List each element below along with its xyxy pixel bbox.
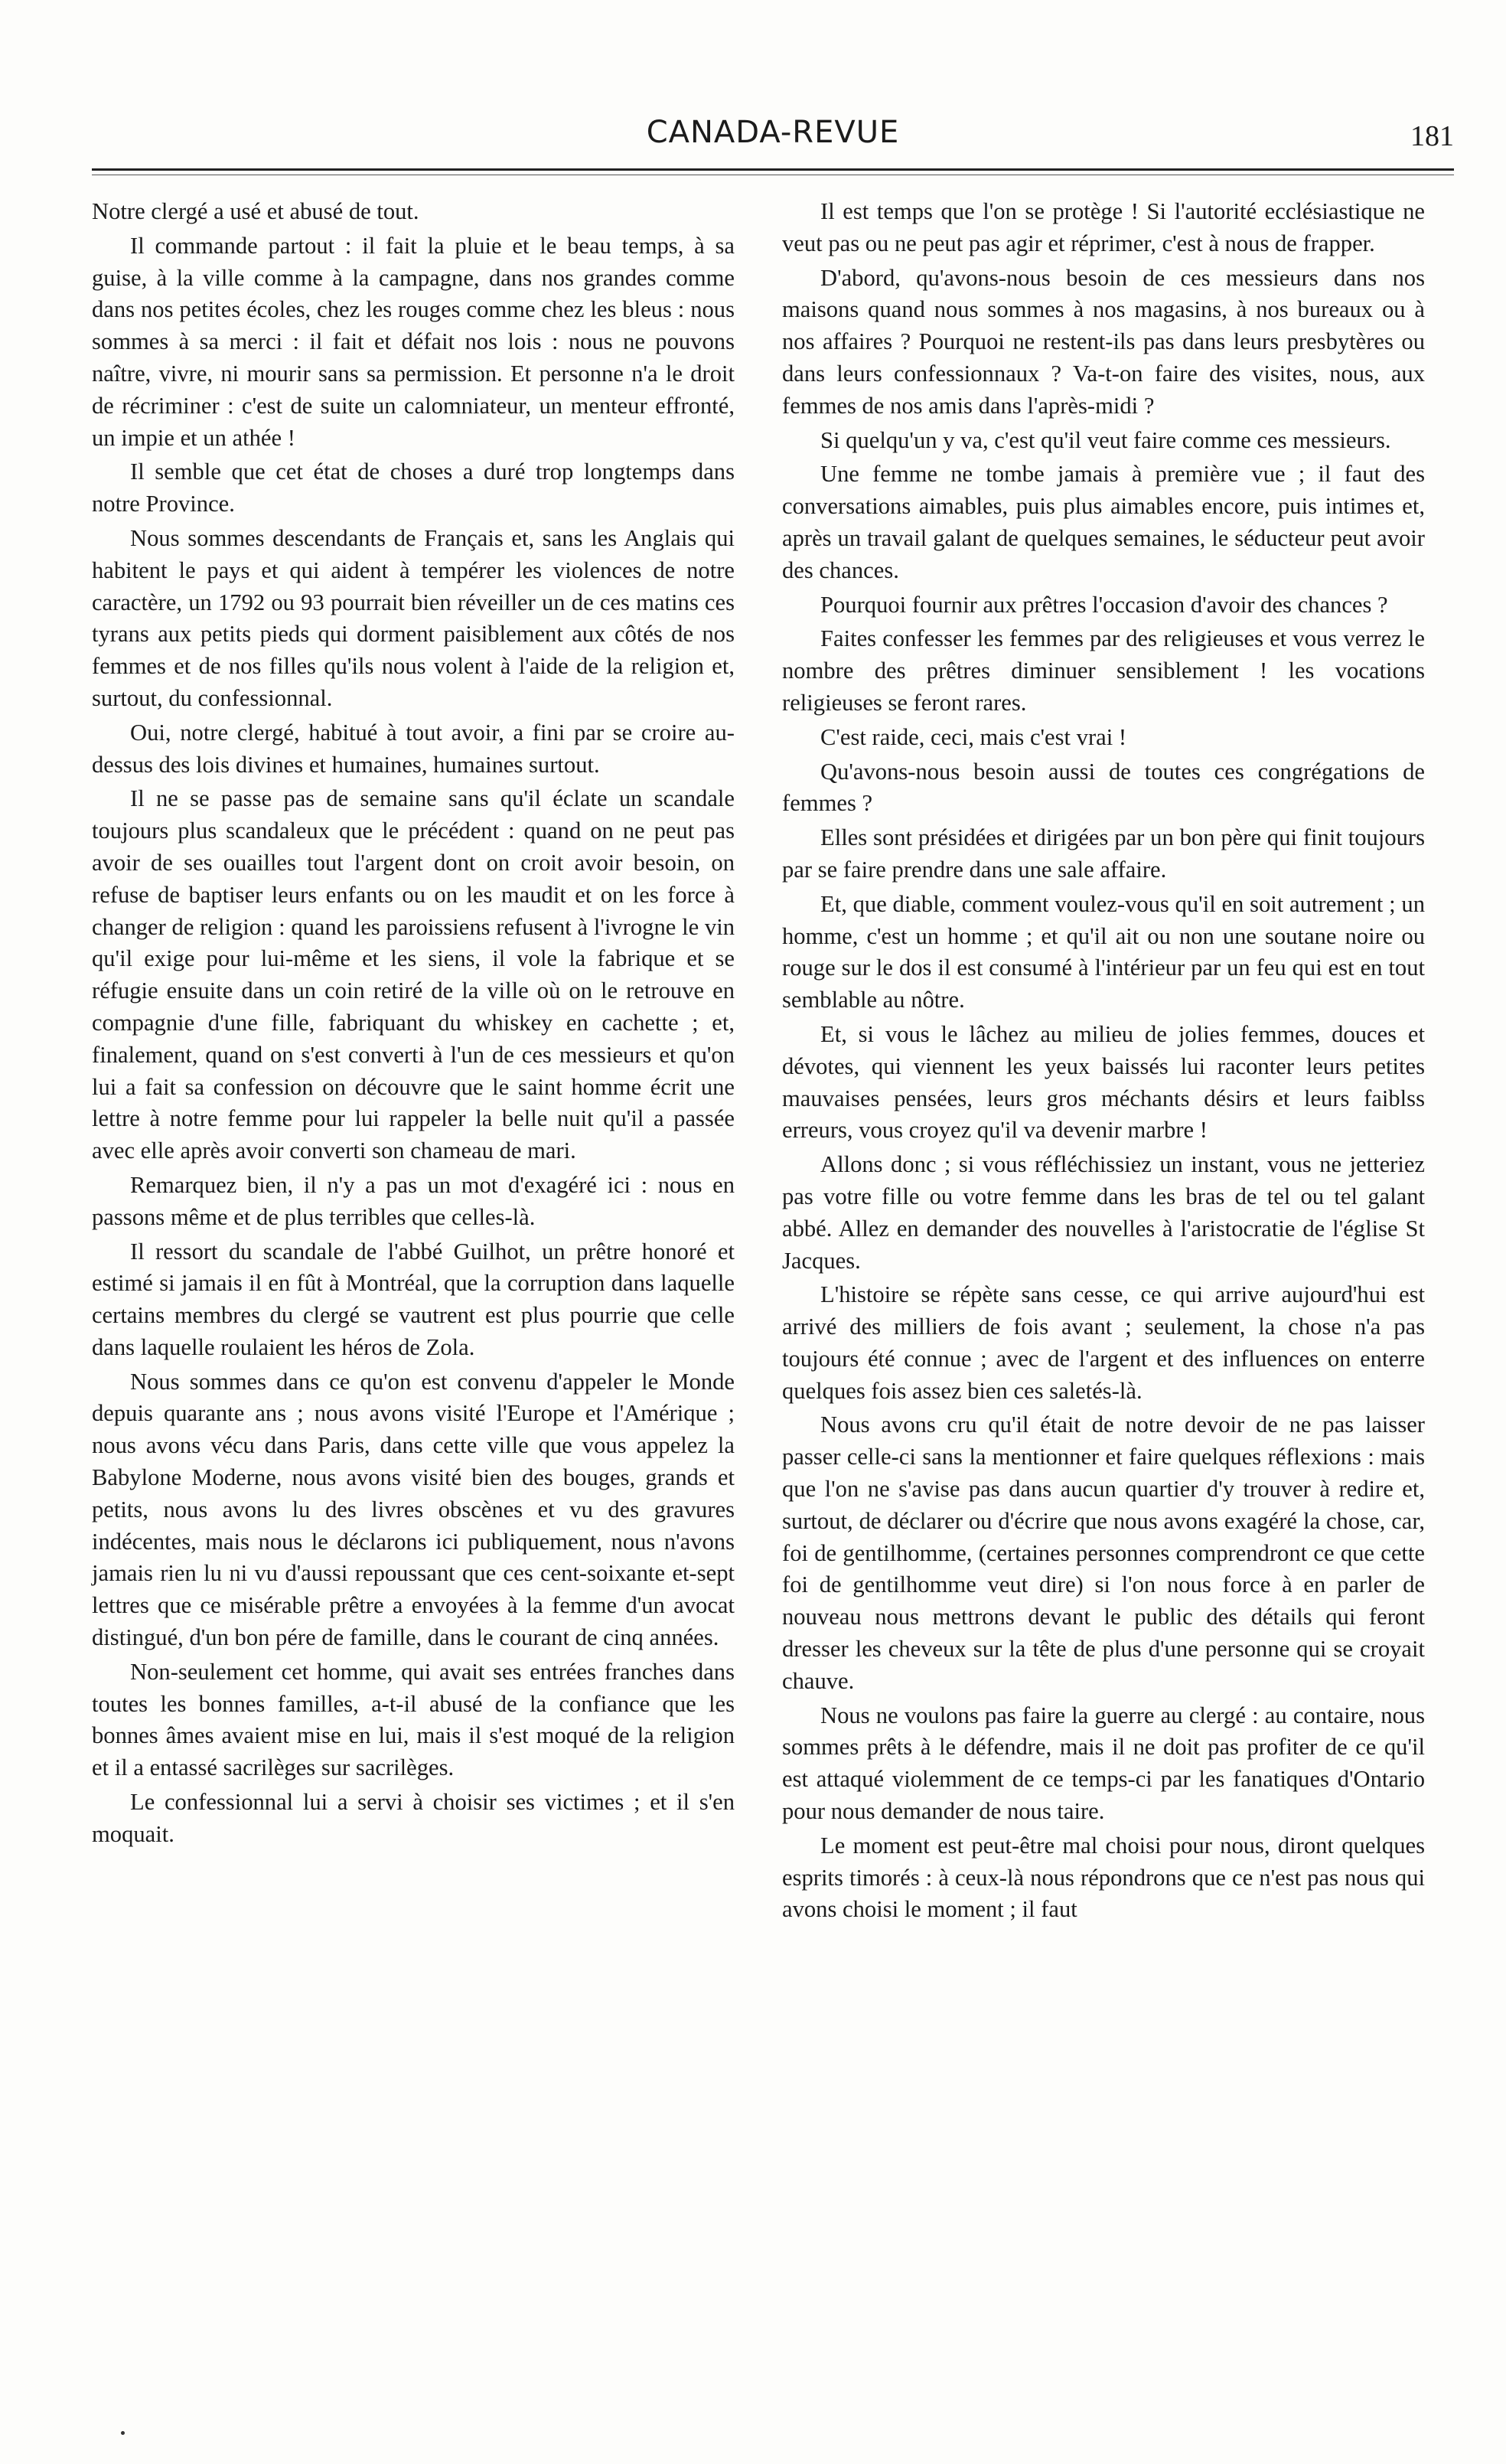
- paragraph: Notre clergé a usé et abusé de tout.: [92, 198, 419, 224]
- paragraph: Nous ne voulons pas faire la guerre au clergé : au contaire, nous sommes prêts à le défendre, mais il ne doit pas profiter de ce qu'il est attaqué violemment de ce temps-ci par les fanatiques d'Ontario pour nous demander de nous taire.: [782, 1702, 1425, 1825]
- paragraph: Nous avons cru qu'il était de notre devoir de ne pas laisser passer celle-ci sans la mentionner et faire quelques réflexions : mais que l'on ne s'avise pas dans aucun quartier d'y trouver à redire et, surtout, de déclarer ou d'écrire que nous avons exagéré la chose, car, foi de gentilhomme, (certaines personnes comprendront ce que cette foi de gentilhomme veut dire) si l'on nous force à en parler de nouveau nous mettrons devant le public des détails qui feront dresser les cheveux sur la tête de plus d'une personne qui se croyait chauve.: [782, 1411, 1425, 1694]
- paragraph: Le confessionnal lui a servi à choisir ses victimes ; et il s'en moquait.: [92, 1789, 735, 1847]
- paragraph: Il semble que cet état de choses a duré trop longtemps dans notre Province.: [92, 459, 735, 517]
- paragraph: Une femme ne tombe jamais à première vue ; il faut des conversations aimables, puis plus aimables encore, puis intimes et, après un travail galant de quelques semaines, le séducteur peut avoir des chances.: [782, 461, 1425, 583]
- paragraph: Elles sont présidées et dirigées par un bon père qui finit toujours par se faire prendre dans une sale affaire.: [782, 824, 1425, 883]
- paragraph: Le moment est peut-être mal choisi pour nous, diront quelques esprits timorés : à ceux-là nous répondrons que ce n'est pas nous qui avons choisi le moment ; il faut: [782, 1832, 1425, 1923]
- paragraph: Il commande partout : il fait la pluie et le beau temps, à sa guise, à la ville comme à la campagne, dans nos grandes comme dans nos petites écoles, chez les rouges comme chez les bleus : nous sommes à sa merci : il fait et défait nos lois : nous ne pouvons naître, vivre, ni mourir sans sa permission. Et personne n'a le droit de récriminer : c'est de suite un calomniateur, un menteur effronté, un impie et un athée !: [92, 232, 735, 451]
- ink-speck: [121, 2431, 125, 2435]
- paragraph: C'est raide, ceci, mais c'est vrai !: [820, 723, 1127, 750]
- page-number: 181: [1410, 120, 1454, 152]
- paragraph: L'histoire se répète sans cesse, ce qui arrive aujourd'hui est arrivé des milliers de fois avant ; seulement, la chose n'a pas toujours été connue ; avec de l'argent et des influences on enterre quelques fois assez bien ces saletés-là.: [782, 1281, 1425, 1404]
- paragraph: Faites confesser les femmes par des religieuses et vous verrez le nombre des prêtres diminuer sensiblement ! les vocations religieuses se feront rares.: [782, 625, 1425, 716]
- paragraph: Il est temps que l'on se protège ! Si l'autorité ecclésiastique ne veut pas ou ne peut pas agir et réprimer, c'est à nous de frapper.: [782, 198, 1425, 256]
- paragraph: Allons donc ; si vous réfléchissiez un instant, vous ne jetteriez pas votre fille ou votre femme dans les bras de tel ou tel galant abbé. Allez en demander des nouvelles à l'aristocratie de l'église St Jacques.: [782, 1151, 1425, 1274]
- left-column: [92, 196, 735, 1853]
- journal-title: CANADA-REVUE: [646, 115, 900, 150]
- paragraph: Pourquoi fournir aux prêtres l'occasion d'avoir des chances ?: [820, 591, 1388, 618]
- paragraph: Nous sommes descendants de Français et, sans les Anglais qui habitent le pays et qui aident à tempérer les violences de notre caractère, un 1792 ou 93 pourrait bien réveiller un de ces matins ces tyrans aux petits pieds qui dorment paisiblement aux côtés de nos femmes et de nos filles qu'ils nous volent à l'aide de la religion et, surtout, du confessionnal.: [92, 524, 735, 711]
- header-rule: [92, 168, 1454, 171]
- paragraph: Non-seulement cet homme, qui avait ses entrées franches dans toutes les bonnes familles, a-t-il abusé de la confiance que les bonnes âmes avaient mise en lui, mais il s'est moqué de la religion et il a entassé sacrilèges sur sacrilèges.: [92, 1658, 735, 1781]
- paragraph: Oui, notre clergé, habitué à tout avoir, a fini par se croire au-dessus des lois divines et humaines, humaines surtout.: [92, 719, 735, 778]
- paragraph: Et, si vous le lâchez au milieu de jolies femmes, douces et dévotes, qui viennent les yeux baissés lui raconter leurs petites mauvaises pensées, leurs gros méchants désirs et leurs faiblss erreurs, vous croyez qu'il va devenir marbre !: [782, 1020, 1425, 1144]
- paragraph: Nous sommes dans ce qu'on est convenu d'appeler le Monde depuis quarante ans ; nous avons visité l'Europe et l'Amérique ; nous avons vécu dans Paris, dans cette ville que vous appelez la Babylone Moderne, nous avons visité bien des bouges, grands et petits, nous avons lu des livres obscènes et vu des gravures indécentes, mais nous le déclarons ici publiquement, nous n'avons jamais rien lu ni vu d'aussi repoussant que ces cent-soixante et-sept lettres que ce misérable prêtre a envoyées à la femme d'un avocat distingué, d'un bon pére de famille, dans le courant de cinq années.: [92, 1368, 735, 1651]
- paragraph: Et, que diable, comment voulez-vous qu'il en soit autrement ; un homme, c'est un homme ; et qu'il ait ou non une soutane noire ou rouge sur le dos il est consumé à l'intérieur par un feu qui est en tout semblable au nôtre.: [782, 890, 1425, 1013]
- paragraph: Qu'avons-nous besoin aussi de toutes ces congrégations de femmes ?: [782, 758, 1425, 817]
- paragraph: Remarquez bien, il n'y a pas un mot d'exagéré ici : nous en passons même et de plus terribles que celles-là.: [92, 1171, 735, 1230]
- paragraph: D'abord, qu'avons-nous besoin de ces messieurs dans nos maisons quand nous sommes à nos magasins, à nos bureaux ou à nos affaires ? Pourquoi ne restent-ils pas dans leurs presbytères ou dans leurs confessionnaux ? Va-t-on faire des visites, nous, aux femmes de nos amis dans l'après-midi ?: [782, 264, 1425, 419]
- paragraph: Il ne se passe pas de semaine sans qu'il éclate un scandale toujours plus scandaleux que le précédent : quand on ne peut pas avoir de ses ouailles tout l'argent dont on croit avoir besoin, on refuse de baptiser leurs enfants ou on les maudit et on les force à changer de religion : quand les paroissiens refusent à l'ivrogne le vin qu'il exige pour lui-même et les siens, il vole la fabrique et se réfugie ensuite dans un coin retiré de la ville où on le retrouve en compagnie d'une fille, fabriquant du whiskey en cachette ; et, finalement, quand on s'est converti à l'un de ces messieurs et qu'on lui a fait sa confession on découvre que le saint homme écrit une lettre à notre femme pour lui rappeler la belle nuit qu'il a passée avec elle après avoir converti son chameau de mari.: [92, 785, 735, 1164]
- right-column: [782, 196, 1425, 1928]
- paragraph: Si quelqu'un y va, c'est qu'il veut faire comme ces messieurs.: [820, 426, 1391, 453]
- page-header: [92, 115, 1454, 161]
- paragraph: Il ressort du scandale de l'abbé Guilhot, un prêtre honoré et estimé si jamais il en fût à Montréal, que la corruption dans laquelle certains membres du clergé se vautrent est plus pourrie que celle dans laquelle roulaient les héros de Zola.: [92, 1238, 735, 1360]
